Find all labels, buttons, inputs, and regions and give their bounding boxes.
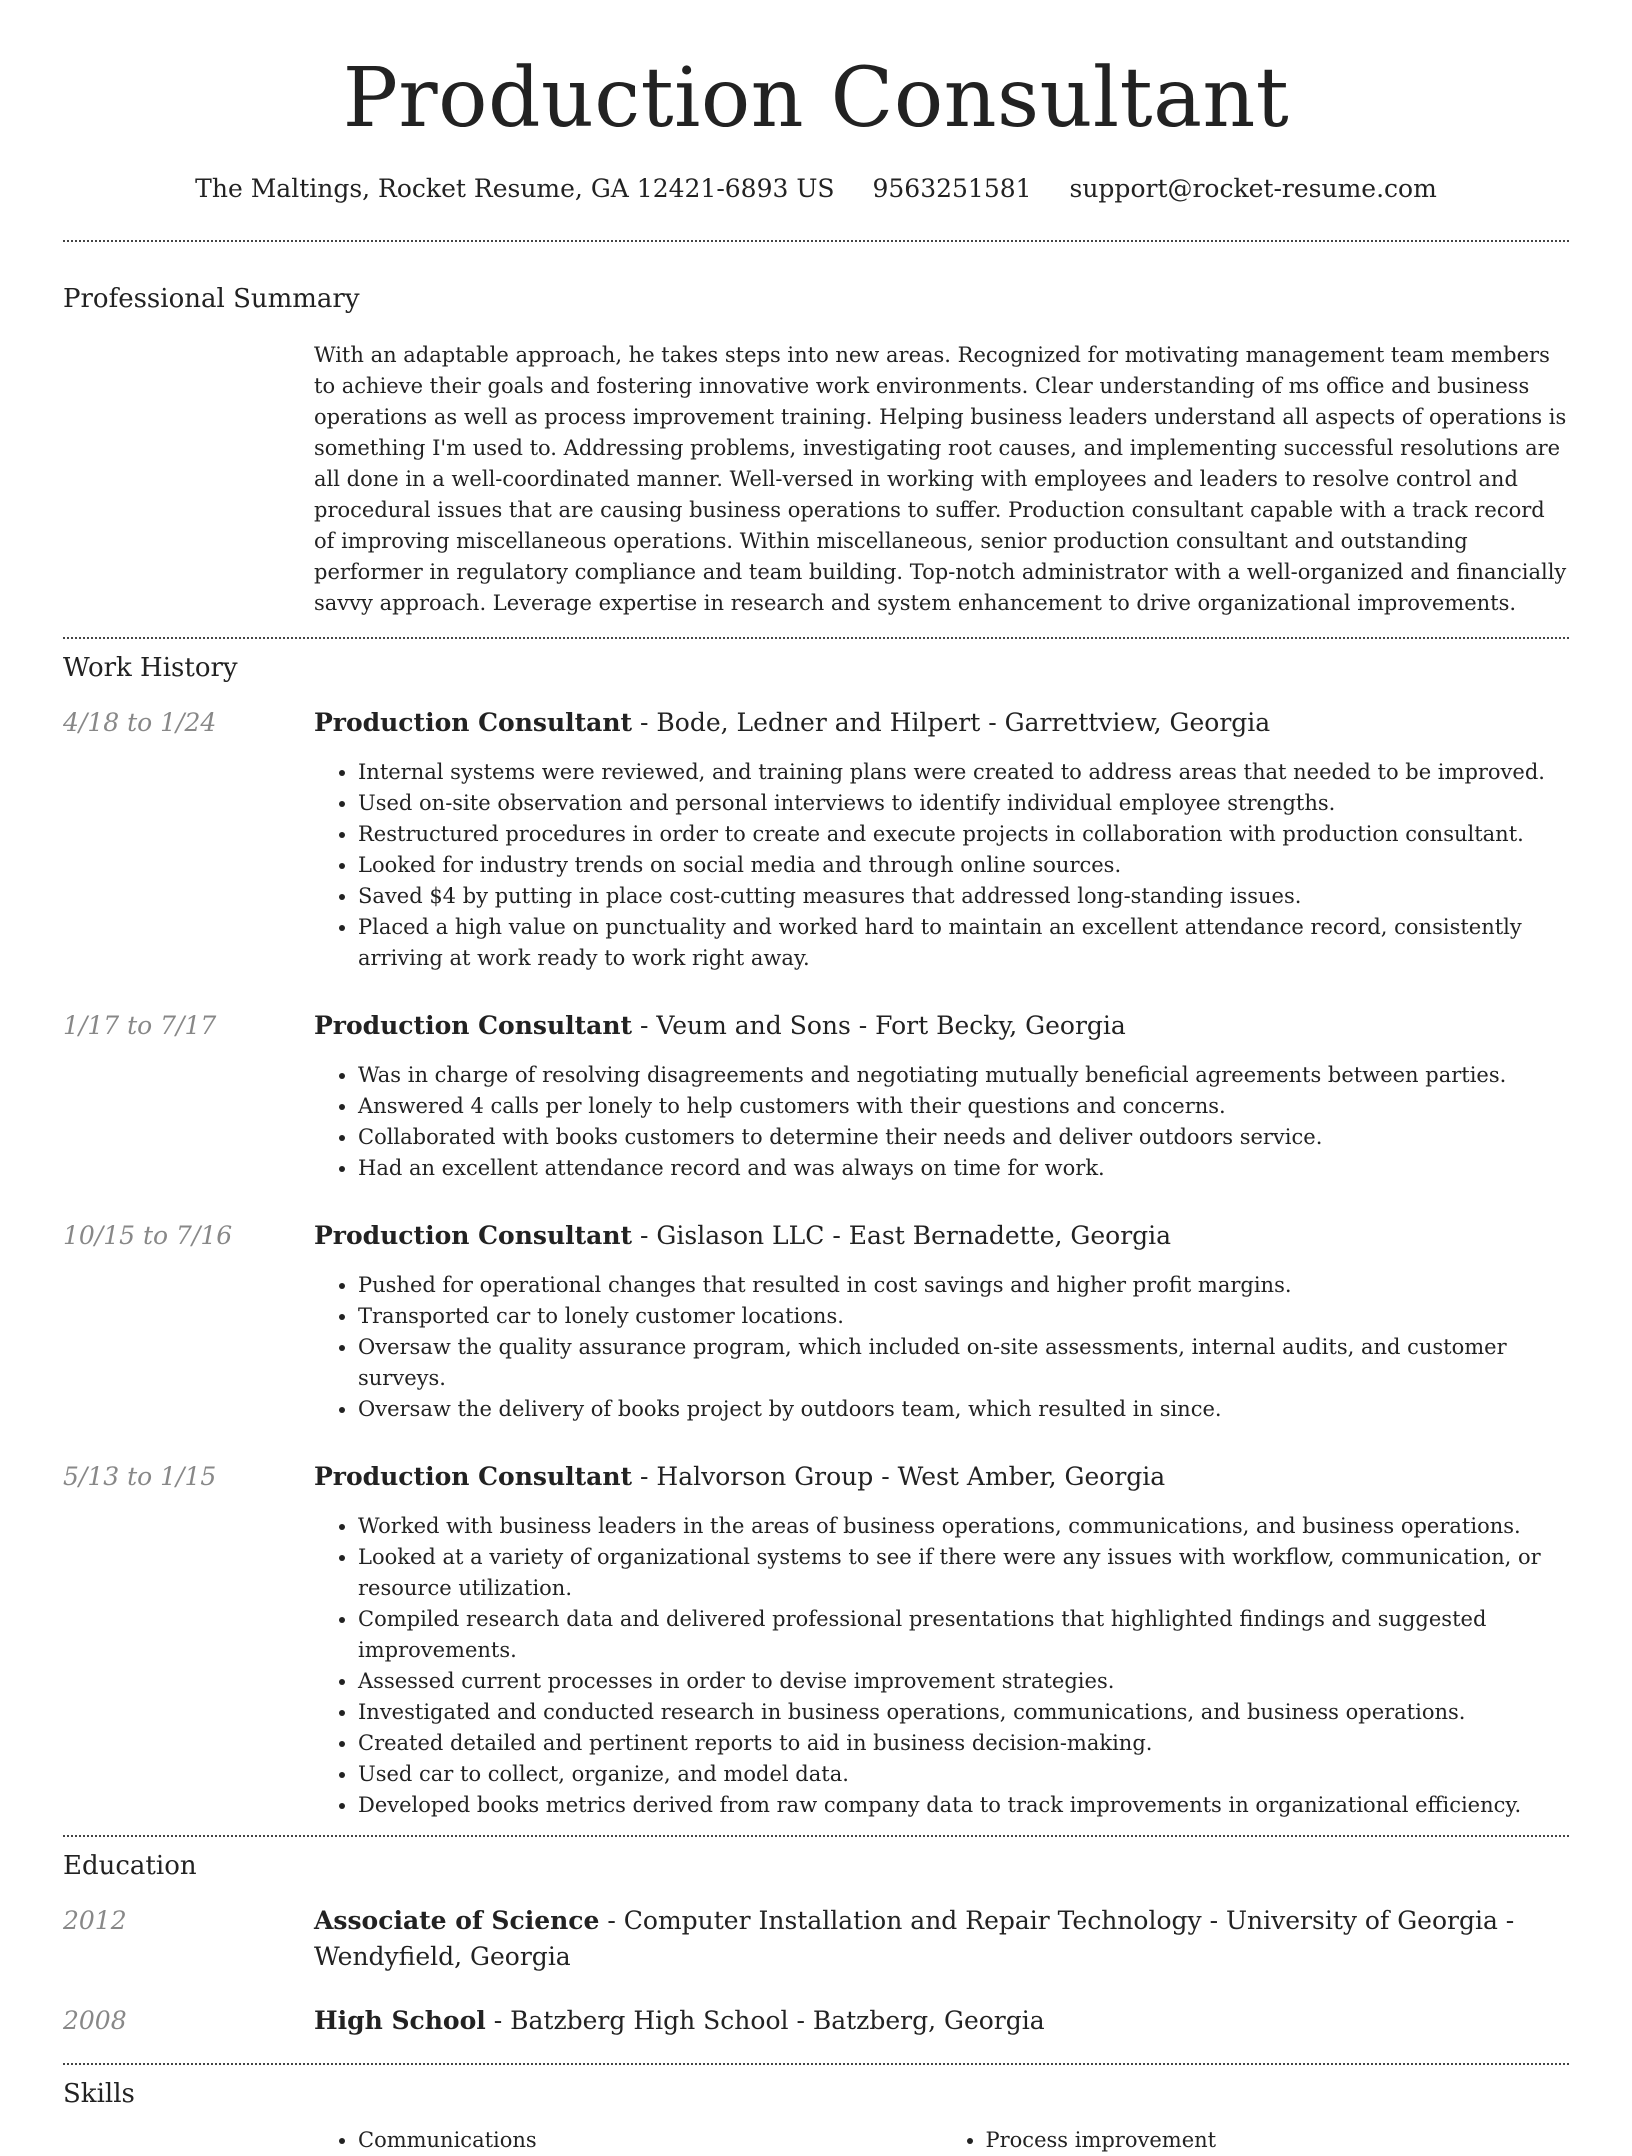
education-heading <box>314 1903 1569 1975</box>
job-body <box>314 1218 1569 1425</box>
list-item: • Internal systems were reviewed, and training plans were created to address areas that needed to be improved. <box>358 757 1569 788</box>
list-item: • Answered 4 calls per lonely to help customers with their questions and concerns. <box>358 1091 1569 1122</box>
job-entry <box>63 1218 1569 1425</box>
job-heading <box>314 1459 1569 1495</box>
list-item: • Restructured procedures in order to create and execute projects in collaboration with production consultant. <box>358 819 1569 850</box>
job-body <box>314 1459 1569 1835</box>
job-role: Production Consultant <box>314 1011 633 1040</box>
list-item: • Oversaw the quality assurance program, which included on-site assessments, internal audits, and customer surveys. <box>358 1332 1569 1394</box>
list-item: • Investigated and conducted research in business operations, communications, and business operations. <box>358 1697 1569 1728</box>
list-item: • Used on-site observation and personal interviews to identify individual employee strengths. <box>358 788 1569 819</box>
summary-text: With an adaptable approach, he takes steps into new areas. Recognized for motivating management team members to achieve their goals and fostering innovative work environments. Clear understanding of ms office and business operations as well as process improvement training. Helping business leaders understand all aspects of operations is something I'm used to. Addressing problems, investigating root causes, and implementing successful resolutions are all done in a well-coordinated manner. Well-versed in working with employees and leaders to resolve control and procedural issues that are causing business operations to suffer. Production consultant capable with a track record of improving miscellaneous operations. Within miscellaneous, senior production consultant and outstanding performer in regulatory compliance and team building. Top-notch administrator with a well-organized and financially savvy approach. Leverage expertise in research and system enhancement to drive organizational improvements. <box>314 343 1567 615</box>
section-divider <box>63 1835 1569 1837</box>
education-heading <box>314 2003 1569 2039</box>
job-role: Production Consultant <box>314 1221 633 1250</box>
list-item: • Assessed current processes in order to devise improvement strategies. <box>358 1666 1569 1697</box>
education-entry <box>63 2003 1569 2039</box>
list-item: • Looked for industry trends on social media and through online sources. <box>358 850 1569 881</box>
contact-phone: 9563251581 <box>872 174 1032 203</box>
section-divider <box>63 240 1569 242</box>
education-entry <box>63 1903 1569 1975</box>
education-degree: Associate of Science <box>314 1906 600 1935</box>
job-entry <box>63 705 1569 974</box>
section-title-summary: Professional Summary <box>63 284 360 314</box>
job-role: Production Consultant <box>314 1462 633 1491</box>
section-title-work-history: Work History <box>63 653 238 683</box>
job-role: Production Consultant <box>314 708 633 737</box>
list-item: • Looked at a variety of organizational systems to see if there were any issues with workflow, communication, or resource utilization. <box>358 1542 1569 1604</box>
list-item: • Developed books metrics derived from raw company data to track improvements in organizational efficiency. <box>358 1790 1569 1821</box>
skill-item: • Process improvement <box>986 2125 1570 2156</box>
job-dates: 1/17 to 7/17 <box>63 1011 217 1040</box>
list-item: • Had an excellent attendance record and was always on time for work. <box>358 1153 1569 1184</box>
job-entry <box>63 1008 1569 1184</box>
job-bullets <box>314 757 1569 974</box>
education-year: 2012 <box>63 1906 127 1935</box>
section-title-skills: Skills <box>63 2079 135 2109</box>
resume-name: Production Consultant <box>342 51 1290 146</box>
job-dates: 5/13 to 1/15 <box>63 1462 217 1491</box>
skill-item: • Communications <box>358 2125 942 2156</box>
job-bullets <box>314 1511 1569 1821</box>
contact-address: The Maltings, Rocket Resume, GA 12421-6893 US <box>195 174 835 203</box>
section-title-education: Education <box>63 1851 197 1881</box>
job-bullets <box>314 1270 1569 1425</box>
list-item: • Compiled research data and delivered professional presentations that highlighted findings and suggested improvements. <box>358 1604 1569 1666</box>
job-dates: 4/18 to 1/24 <box>63 708 217 737</box>
section-divider <box>63 637 1569 639</box>
contact-line <box>63 174 1569 204</box>
job-body <box>314 705 1569 974</box>
list-item: • Used car to collect, organize, and model data. <box>358 1759 1569 1790</box>
job-entry <box>63 1459 1569 1835</box>
education-body <box>314 2003 1569 2039</box>
job-heading <box>314 1218 1569 1254</box>
job-heading <box>314 705 1569 741</box>
education-degree: High School <box>314 2006 486 2035</box>
education-details: - Computer Installation and Repair Technology - University of Georgia - Wendyfield, Georgia <box>314 1906 1515 1971</box>
job-heading <box>314 1008 1569 1044</box>
skills-list <box>314 2125 1569 2156</box>
job-details: - Halvorson Group - West Amber, Georgia <box>632 1462 1166 1491</box>
job-details: - Veum and Sons - Fort Becky, Georgia <box>632 1011 1126 1040</box>
education-year: 2008 <box>63 2006 127 2035</box>
contact-email: support@rocket-resume.com <box>1069 174 1437 203</box>
job-body <box>314 1008 1569 1184</box>
education-details: - Batzberg High School - Batzberg, Georgia <box>485 2006 1045 2035</box>
work-history-list <box>63 705 1569 1835</box>
skills-column-left <box>314 2125 942 2156</box>
list-item: • Pushed for operational changes that resulted in cost savings and higher profit margins. <box>358 1270 1569 1301</box>
list-item: • Was in charge of resolving disagreements and negotiating mutually beneficial agreements between parties. <box>358 1060 1569 1091</box>
list-item: • Collaborated with books customers to determine their needs and deliver outdoors service. <box>358 1122 1569 1153</box>
list-item: • Placed a high value on punctuality and worked hard to maintain an excellent attendance record, consistently arriving at work ready to work right away. <box>358 912 1569 974</box>
skills-column-right <box>942 2125 1570 2156</box>
education-body <box>314 1903 1569 1975</box>
list-item: • Oversaw the delivery of books project by outdoors team, which resulted in since. <box>358 1394 1569 1425</box>
job-details: - Gislason LLC - East Bernadette, Georgia <box>632 1221 1172 1250</box>
list-item: • Saved $4 by putting in place cost-cutting measures that addressed long-standing issues. <box>358 881 1569 912</box>
job-dates: 10/15 to 7/16 <box>63 1221 233 1250</box>
list-item: • Transported car to lonely customer locations. <box>358 1301 1569 1332</box>
job-bullets <box>314 1060 1569 1184</box>
job-details: - Bode, Ledner and Hilpert - Garrettview, Georgia <box>632 708 1271 737</box>
section-divider <box>63 2063 1569 2065</box>
education-list <box>63 1903 1569 2063</box>
list-item: • Created detailed and pertinent reports to aid in business decision-making. <box>358 1728 1569 1759</box>
list-item: • Worked with business leaders in the areas of business operations, communications, and business operations. <box>358 1511 1569 1542</box>
